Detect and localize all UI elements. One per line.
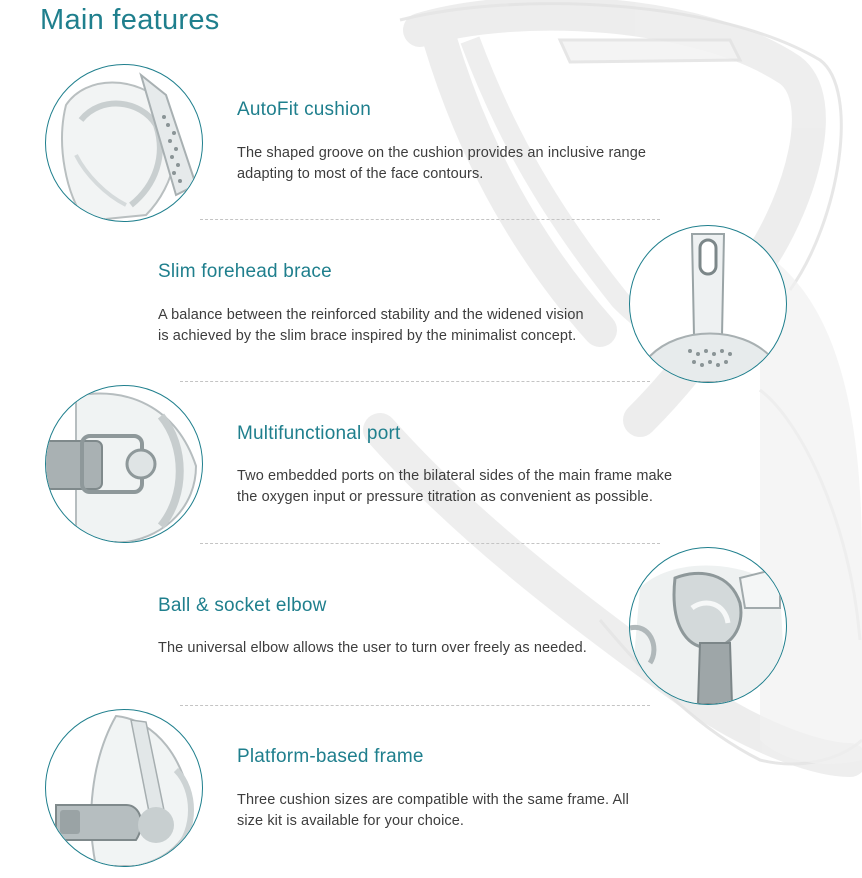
forehead-brace-icon <box>629 225 787 383</box>
feature-title: Platform-based frame <box>237 746 424 767</box>
section-divider <box>200 219 660 220</box>
feature-description-line: Two embedded ports on the bilateral sides of the main frame make <box>237 468 673 484</box>
feature-title: Slim forehead brace <box>158 261 332 282</box>
cushion-closeup-icon <box>45 64 203 222</box>
feature-description-line: Three cushion sizes are compatible with the same frame. All <box>237 792 629 808</box>
feature-description-line: A balance between the reinforced stability and the widened vision <box>158 307 584 323</box>
port-closeup-icon <box>45 385 203 543</box>
feature-description-line: the oxygen input or pressure titration as convenient as possible. <box>237 489 653 505</box>
feature-title: Multifunctional port <box>237 423 401 444</box>
feature-description-line: is achieved by the slim brace inspired by the minimalist concept. <box>158 328 577 344</box>
feature-description-line: size kit is available for your choice. <box>237 813 465 829</box>
section-divider <box>200 543 660 544</box>
feature-description-line: The universal elbow allows the user to turn over freely as needed. <box>158 640 587 656</box>
feature-title: Ball & socket elbow <box>158 595 327 616</box>
feature-description-line: The shaped groove on the cushion provides an inclusive range <box>237 145 647 161</box>
feature-description-line: adapting to most of the face contours. <box>237 166 484 182</box>
section-divider <box>180 705 650 706</box>
page-title: Main features <box>40 4 220 36</box>
elbow-closeup-icon <box>629 547 787 705</box>
section-divider <box>180 381 650 382</box>
feature-title: AutoFit cushion <box>237 99 371 120</box>
frame-closeup-icon <box>45 709 203 867</box>
